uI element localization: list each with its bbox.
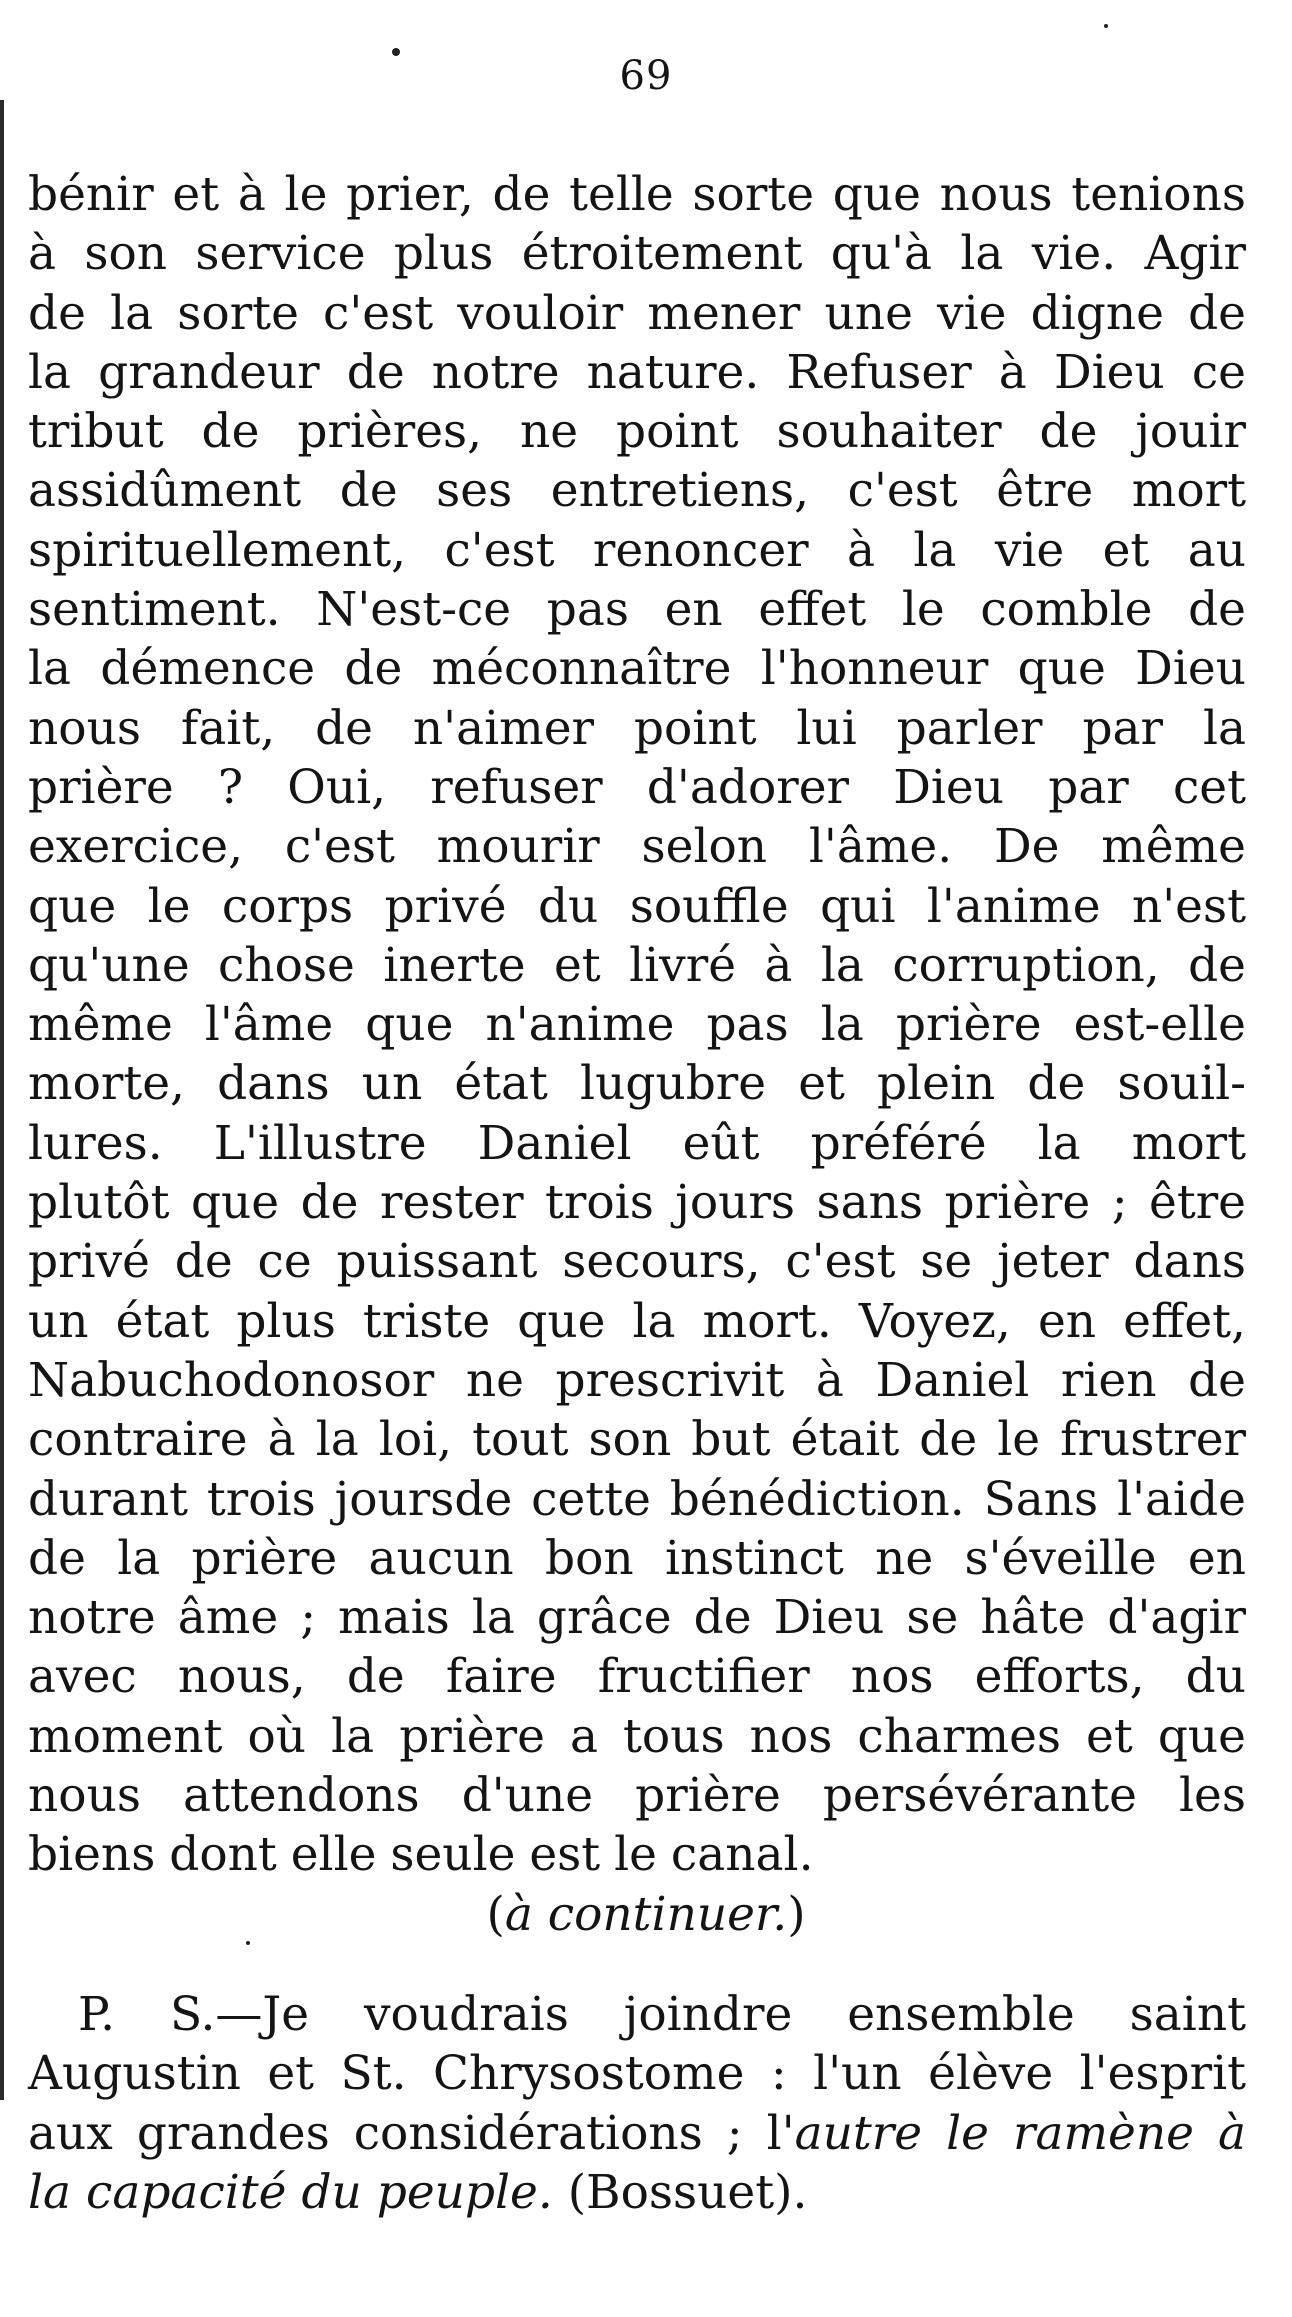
postscript-roman-text: aux grandes considérations ; l': [28, 2105, 795, 2161]
text-line: tribut de prières, ne point souhaiter de jouir: [28, 404, 1246, 460]
text-line: qu'une chose inerte et livré à la corruption, de: [28, 937, 1246, 993]
text-line: plutôt que de rester trois jours sans prière ; être: [28, 1175, 1246, 1231]
text-line: bénir et à le prier, de telle sorte que nous tenions: [28, 167, 1246, 222]
text-line: nous fait, de n'aimer point lui parler par la: [28, 700, 1246, 756]
text-line: prière ? Oui, refuser d'adorer Dieu par cet: [28, 759, 1246, 815]
text-line: moment où la prière a tous nos charmes et que: [28, 1708, 1246, 1764]
text-line: Nabuchodonosor ne prescrivit à Daniel rien de: [28, 1352, 1246, 1408]
postscript-line: [28, 2104, 1246, 2163]
text-line: assidûment de ses entretiens, c'est être mort: [28, 463, 1246, 519]
postscript-line: [28, 2163, 1246, 2222]
text-line: privé de ce puissant secours, c'est se jeter dans: [28, 1234, 1246, 1290]
scan-edge-rule: [0, 100, 4, 2100]
ink-speck: [1104, 24, 1108, 28]
text-line: durant trois joursde cette bénédiction. Sans l'aide: [28, 1471, 1246, 1527]
text-line: morte, dans un état lugubre et plein de souil-: [28, 1056, 1246, 1112]
postscript-italic-text: autre le ramène à: [794, 2105, 1247, 2161]
text-line: lures. L'illustre Daniel eût préféré la mort: [28, 1115, 1246, 1171]
continuation-word: à continuer.: [504, 1887, 788, 1942]
continuation-note: [0, 1885, 1292, 1945]
page-number: 69: [619, 53, 673, 99]
text-line: à son service plus étroitement qu'à la vie. Agir: [28, 226, 1246, 282]
postscript-line: Augustin et St. Chrysostome : l'un élève l'esprit: [28, 2046, 1246, 2102]
text-line: spirituellement, c'est renoncer à la vie et au: [28, 522, 1246, 578]
text-line: contraire à la loi, tout son but était de le frustrer: [28, 1412, 1246, 1468]
text-line: exercice, c'est mourir selon l'âme. De même: [28, 819, 1246, 875]
text-line: même l'âme que n'anime pas la prière est-elle: [28, 997, 1246, 1053]
postscript-line: P. S.—Je voudrais joindre ensemble saint: [78, 1987, 1246, 2042]
text-line: avec nous, de faire fructifier nos efforts, du: [28, 1649, 1246, 1705]
text-line: de la sorte c'est vouloir mener une vie digne de: [28, 285, 1246, 341]
text-line: la démence de méconnaître l'honneur que Dieu: [28, 641, 1246, 697]
text-line: la grandeur de notre nature. Refuser à Dieu ce: [28, 344, 1246, 400]
text-line: un état plus triste que la mort. Voyez, en effet,: [28, 1293, 1246, 1349]
text-line: notre âme ; mais la grâce de Dieu se hâte d'agir: [28, 1590, 1246, 1646]
continuation-open-paren: (: [486, 1887, 505, 1942]
postscript: [28, 1985, 1246, 2222]
text-line: que le corps privé du souffle qui l'anime n'est: [28, 878, 1246, 934]
text-line: nous attendons d'une prière persévérante les: [28, 1768, 1246, 1824]
text-line: biens dont elle seule est le canal.: [28, 1827, 814, 1883]
text-line: sentiment. N'est-ce pas en effet le comble de: [28, 582, 1246, 638]
continuation-close-paren: ): [787, 1887, 806, 1942]
text-line: de la prière aucun bon instinct ne s'éveille en: [28, 1530, 1246, 1586]
body-paragraph: [28, 165, 1246, 1885]
postscript-citation: (Bossuet).: [552, 2164, 808, 2220]
postscript-italic-text: la capacité du peuple.: [28, 2164, 553, 2220]
